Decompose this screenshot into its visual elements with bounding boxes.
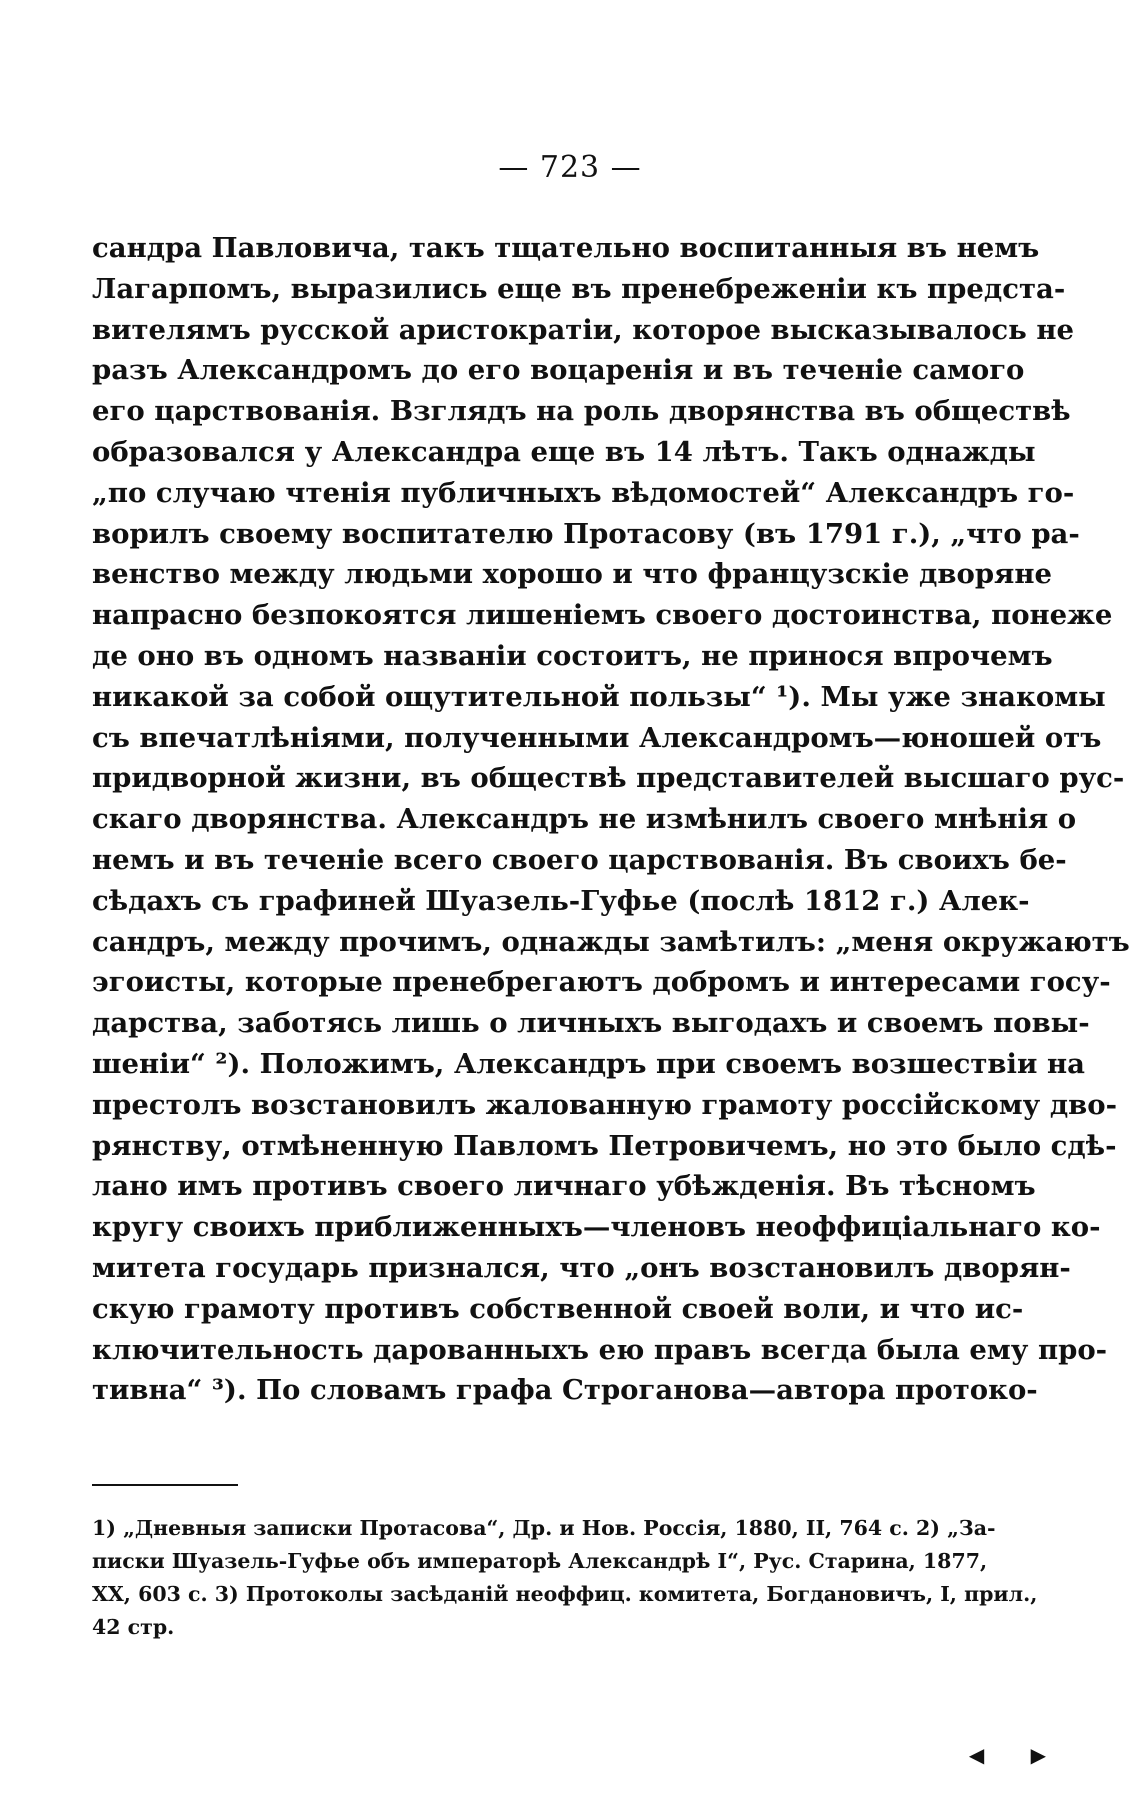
scan-mark-icon: ◀ ▶: [968, 1743, 1066, 1767]
text-line: сѣдахъ съ графиней Шуазель-Гуфье (послѣ 1812 г.) Алек-: [92, 884, 1030, 917]
text-line: де оно въ одномъ названіи состоитъ, не принося впрочемъ: [92, 639, 1053, 672]
footnote-divider: [92, 1484, 238, 1486]
text-line: лано имъ противъ своего личнаго убѣжденія. Въ тѣсномъ: [92, 1170, 1036, 1203]
text-line: шеніи“ ²). Положимъ, Александръ при своемъ возшествіи на: [92, 1047, 1085, 1080]
text-line: „по случаю чтенія публичныхъ вѣдомостей“ Александръ го-: [92, 476, 1075, 509]
text-line: престолъ возстановилъ жалованную грамоту россійскому дво-: [92, 1088, 1118, 1121]
text-line: ключительность дарованныхъ ею правъ всегда была ему про-: [92, 1333, 1108, 1366]
text-line: кругу своихъ приближенныхъ—членовъ неоффиціальнаго ко-: [92, 1211, 1101, 1244]
footnote-line: XX, 603 с. 3) Протоколы засѣданій неоффиц. комитета, Богдановичъ, I, прил.,: [92, 1582, 1038, 1606]
text-line: Лагарпомъ, выразились еще въ пренебреженіи къ предста-: [92, 272, 1066, 305]
text-line: скаго дворянства. Александръ не измѣнилъ своего мнѣнія о: [92, 803, 1077, 836]
text-line: рянству, отмѣненную Павломъ Петровичемъ, но это было сдѣ-: [92, 1129, 1117, 1162]
text-line: эгоисты, которые пренебрегаютъ добромъ и интересами госу-: [92, 966, 1111, 999]
text-line: скую грамоту противъ собственной своей воли, и что ис-: [92, 1292, 1024, 1325]
text-line: венство между людьми хорошо и что французскіе дворяне: [92, 558, 1052, 591]
text-line: дарства, заботясь лишь о личныхъ выгодахъ и своемъ повы-: [92, 1007, 1090, 1040]
text-line: съ впечатлѣніями, полученными Александромъ—юношей отъ: [92, 721, 1102, 754]
text-line: образовался у Александра еще въ 14 лѣтъ. Такъ однажды: [92, 435, 1036, 468]
text-line: никакой за собой ощутительной пользы“ ¹). Мы уже знакомы: [92, 680, 1106, 713]
text-line: его царствованія. Взглядъ на роль дворянства въ обществѣ: [92, 395, 1071, 428]
text-line: тивна“ ³). По словамъ графа Строганова—автора протоко-: [92, 1374, 1038, 1407]
text-line: митета государь признался, что „онъ возстановилъ дворян-: [92, 1251, 1071, 1284]
text-line: напрасно безпокоятся лишеніемъ своего достоинства, понеже: [92, 599, 1113, 632]
text-line: сандра Павловича, такъ тщательно воспитанныя въ немъ: [92, 232, 1040, 264]
footnotes: [92, 1512, 1038, 1644]
footnote-line: писки Шуазель-Гуфье объ императорѣ Александрѣ I“, Рус. Старина, 1877,: [92, 1549, 988, 1573]
text-line: придворной жизни, въ обществѣ представителей высшаго рус-: [92, 762, 1125, 795]
text-line: вителямъ русской аристократіи, которое высказывалось не: [92, 313, 1075, 346]
text-line: сандръ, между прочимъ, однажды замѣтилъ: „меня окружаютъ: [92, 925, 1130, 958]
footnote-line: 42 стр.: [92, 1615, 175, 1639]
text-line: разъ Александромъ до его воцаренія и въ теченіе самого: [92, 354, 1025, 387]
text-line: немъ и въ теченіе всего своего царствованія. Въ своихъ бе-: [92, 843, 1067, 876]
footnote-line: 1) „Дневныя записки Протасова“, Др. и Нов. Россія, 1880, II, 764 с. 2) „За-: [92, 1516, 996, 1540]
main-text: [92, 228, 1130, 1411]
page-number: — 723 —: [498, 150, 642, 185]
text-line: ворилъ своему воспитателю Протасову (въ 1791 г.), „что ра-: [92, 517, 1080, 550]
